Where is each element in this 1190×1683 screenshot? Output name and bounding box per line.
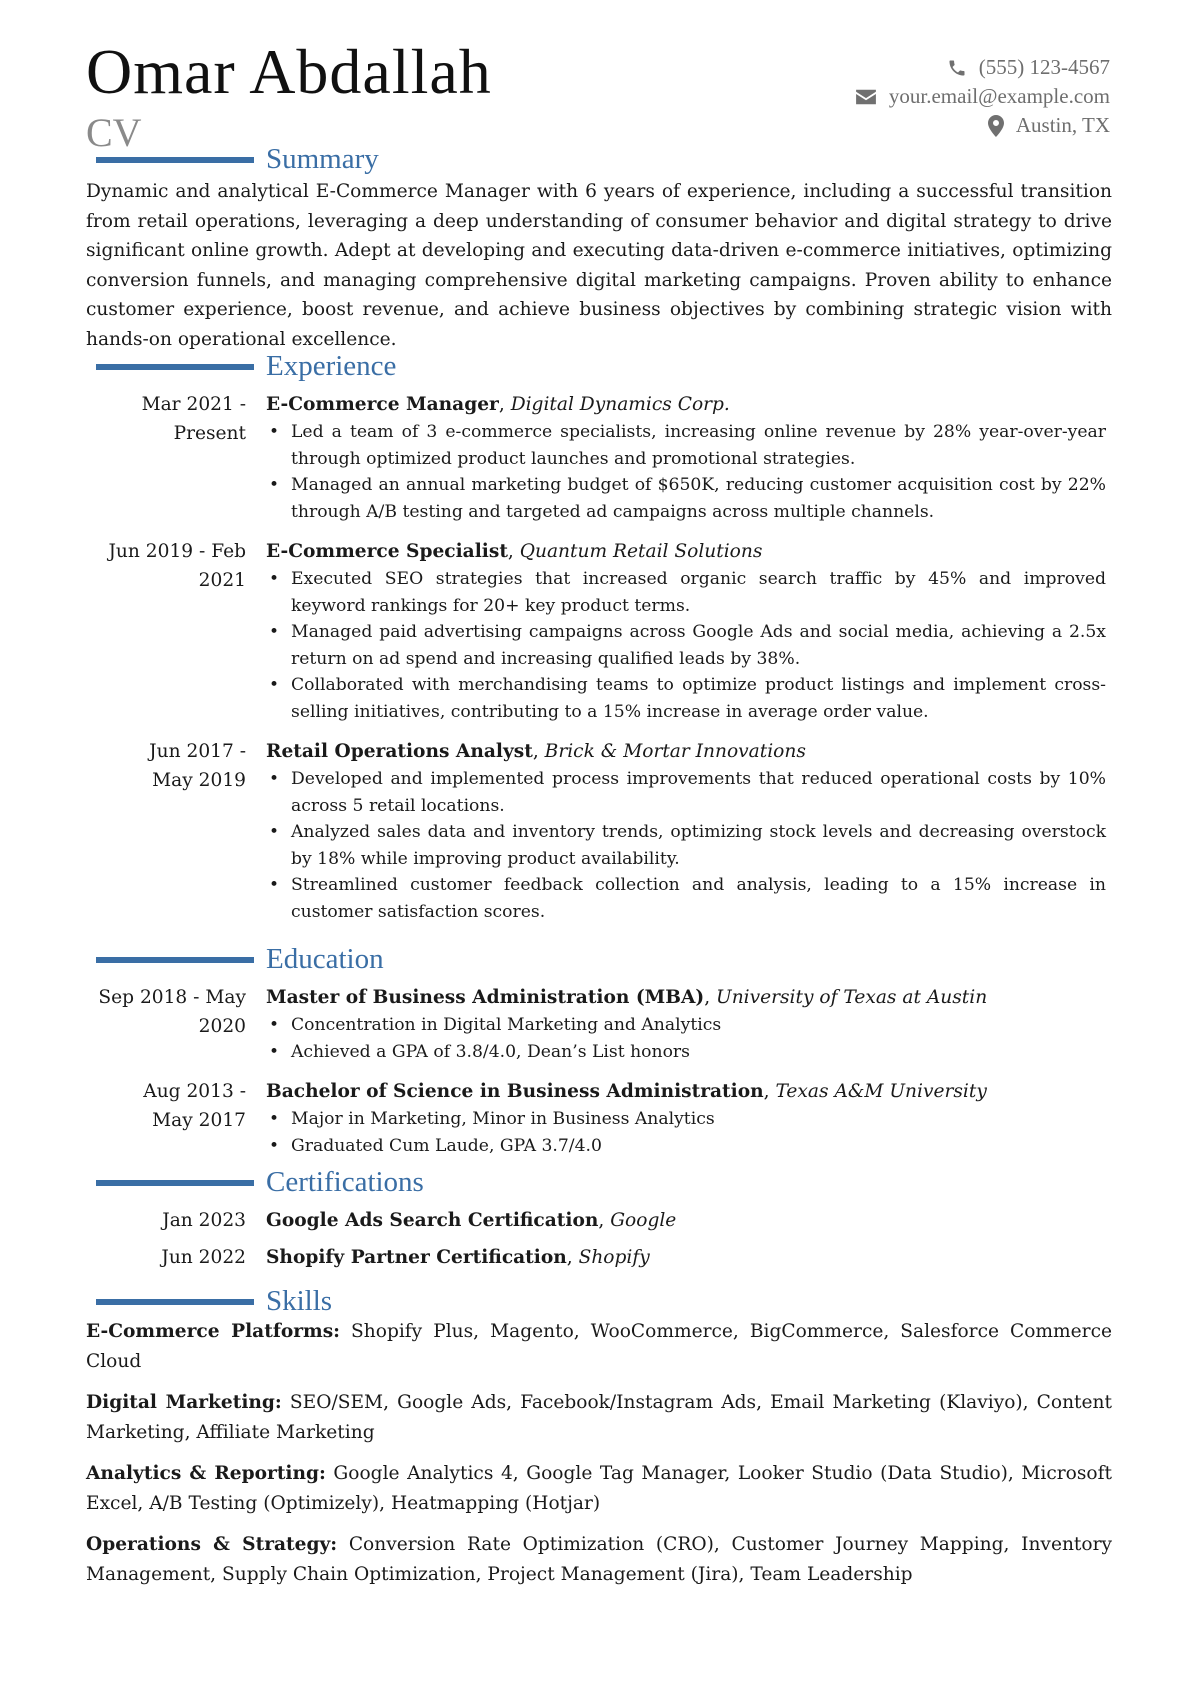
- skill-items: SEO/SEM, Google Ads, Facebook/Instagram Ads, Email Marketing (Klaviyo), Content Marketing, Affiliate Marketing: [86, 1392, 1112, 1443]
- job-title: E-Commerce Manager: [266, 394, 499, 415]
- company-name: Brick & Mortar Innovations: [544, 741, 806, 762]
- document-subtitle: CV: [86, 110, 142, 155]
- entry-date: Jun 2022: [161, 1247, 246, 1268]
- phone-icon: [947, 58, 967, 78]
- entry-body: [266, 537, 1106, 725]
- skill-label: Digital Marketing:: [86, 1392, 282, 1413]
- section-title: Education: [266, 943, 384, 975]
- skill-items: Google Analytics 4, Google Tag Manager, Looker Studio (Data Studio), Microsoft Excel, A/B Testing (Optimizely), Heatmapping (Hotjar): [86, 1463, 1112, 1514]
- skill-group: [86, 1388, 1112, 1447]
- bullet-item: • Major in Marketing, Minor in Business Analytics: [266, 1106, 1106, 1133]
- section-title: Summary: [266, 143, 379, 175]
- entry-body: [266, 983, 1106, 1065]
- bullet-item: • Led a team of 3 e-commerce specialists, increasing online revenue by 28% year-over-year through optimized product launches and promotional strategies.: [266, 419, 1106, 472]
- bullet-item: • Developed and implemented process improvements that reduced operational costs by 10% across 5 retail locations.: [266, 766, 1106, 819]
- skills-heading: [0, 1285, 1190, 1317]
- entry-date: [86, 1077, 246, 1135]
- entry-heading: Bachelor of Science in Business Administration, Texas A&M University: [266, 1081, 987, 1102]
- education-entry: [0, 1077, 1190, 1159]
- summary-heading: [0, 143, 1190, 175]
- bullet-item: • Concentration in Digital Marketing and Analytics: [266, 1012, 1106, 1039]
- degree-name: Bachelor of Science in Business Administration: [266, 1081, 764, 1102]
- date-line: May 2019: [152, 770, 246, 791]
- entry-date: [86, 737, 246, 795]
- bullet-item: • Managed paid advertising campaigns across Google Ads and social media, achieving a 2.5x return on ad spend and increasing qualified leads by 38%.: [266, 619, 1106, 672]
- entry-heading: Shopify Partner Certification, Shopify: [266, 1247, 650, 1268]
- contact-phone: [855, 53, 1110, 82]
- skill-items: Shopify Plus, Magento, WooCommerce, BigCommerce, Salesforce Commerce Cloud: [86, 1321, 1112, 1372]
- bullet-item: • Streamlined customer feedback collection and analysis, leading to a 15% increase in customer satisfaction scores.: [266, 872, 1106, 925]
- date-line: 2021: [198, 570, 246, 591]
- entry-date: Jan 2023: [162, 1210, 246, 1231]
- map-marker-icon: [988, 115, 1004, 137]
- date-line: Aug 2013 -: [143, 1081, 246, 1102]
- certification-entry: [0, 1206, 1190, 1243]
- entry-date: [86, 983, 246, 1041]
- issuer-name: Google: [610, 1210, 677, 1231]
- bullet-item: • Collaborated with merchandising teams to optimize product listings and implement cross-selling initiatives, contributing to a 15% increase in average order value.: [266, 672, 1106, 725]
- bullet-list: [266, 1106, 1106, 1159]
- certification-name: Google Ads Search Certification: [266, 1210, 599, 1231]
- date-line: Mar 2021 -: [141, 394, 246, 415]
- skills-section: [0, 1285, 1190, 1601]
- entry-body: [266, 390, 1106, 525]
- date-line: 2020: [198, 1016, 246, 1037]
- contact-block: [855, 53, 1110, 140]
- email-link[interactable]: your.email@example.com: [888, 84, 1110, 108]
- entry-heading: E-Commerce Manager, Digital Dynamics Corp.: [266, 394, 730, 415]
- skill-group: [86, 1459, 1112, 1518]
- certifications-section: [0, 1166, 1190, 1280]
- bullet-item: • Analyzed sales data and inventory trends, optimizing stock levels and decreasing overstock by 18% while improving product availability.: [266, 819, 1106, 872]
- location-text: Austin, TX: [1015, 113, 1110, 137]
- bullet-item: • Managed an annual marketing budget of $650K, reducing customer acquisition cost by 22% through A/B testing and targeted ad campaigns across multiple channels.: [266, 472, 1106, 525]
- section-title: Experience: [266, 350, 397, 382]
- experience-heading: [0, 350, 1190, 382]
- school-name: University of Texas at Austin: [716, 987, 988, 1008]
- section-accent-bar: [96, 1180, 254, 1186]
- bullet-list: [266, 1012, 1106, 1065]
- job-title: Retail Operations Analyst: [266, 741, 533, 762]
- section-accent-bar: [96, 957, 254, 963]
- section-accent-bar: [96, 364, 254, 370]
- company-name: Digital Dynamics Corp.: [510, 394, 730, 415]
- entry-heading: Google Ads Search Certification, Google: [266, 1210, 677, 1231]
- bullet-item: • Achieved a GPA of 3.8/4.0, Dean’s List honors: [266, 1039, 1106, 1066]
- job-entry: [0, 537, 1190, 725]
- issuer-name: Shopify: [578, 1247, 650, 1268]
- skill-group: [86, 1530, 1112, 1589]
- entry-body: [266, 1243, 1106, 1272]
- bullet-list: [266, 766, 1106, 925]
- school-name: Texas A&M University: [775, 1081, 987, 1102]
- date-line: May 2017: [152, 1110, 246, 1131]
- skill-items: Conversion Rate Optimization (CRO), Customer Journey Mapping, Inventory Management, Supply Chain Optimization, Project Management (Jira), Team Leadership: [86, 1534, 1112, 1585]
- education-entry: [0, 983, 1190, 1065]
- entry-date: [86, 390, 246, 448]
- skill-group: [86, 1317, 1112, 1376]
- certifications-heading: [0, 1166, 1190, 1198]
- section-accent-bar: [96, 1299, 254, 1305]
- entry-heading: Master of Business Administration (MBA), University of Texas at Austin: [266, 987, 988, 1008]
- certification-entry: [0, 1243, 1190, 1280]
- section-title: Certifications: [266, 1166, 424, 1198]
- contact-location: [855, 111, 1110, 140]
- education-section: [0, 943, 1190, 1159]
- experience-section: [0, 350, 1190, 925]
- degree-name: Master of Business Administration (MBA): [266, 987, 705, 1008]
- bullet-item: • Graduated Cum Laude, GPA 3.7/4.0: [266, 1133, 1106, 1160]
- bullet-list: [266, 419, 1106, 525]
- entry-heading: E-Commerce Specialist, Quantum Retail Solutions: [266, 541, 763, 562]
- entry-date: [86, 537, 246, 595]
- summary-section: [0, 143, 1190, 354]
- section-title: Skills: [266, 1285, 333, 1317]
- job-entry: [0, 737, 1190, 925]
- entry-body: [266, 1077, 1106, 1159]
- company-name: Quantum Retail Solutions: [519, 541, 763, 562]
- bullet-list: [266, 566, 1106, 725]
- envelope-icon: [855, 88, 877, 106]
- skill-label: Operations & Strategy:: [86, 1534, 338, 1555]
- entry-body: [266, 1206, 1106, 1235]
- date-line: Jun 2019 - Feb: [108, 541, 246, 562]
- education-heading: [0, 943, 1190, 975]
- job-entry: [0, 390, 1190, 525]
- date-line: Sep 2018 - May: [98, 987, 246, 1008]
- entry-body: [266, 737, 1106, 925]
- date-line: Jun 2017 -: [149, 741, 246, 762]
- certification-name: Shopify Partner Certification: [266, 1247, 567, 1268]
- date-line: Present: [173, 423, 246, 444]
- bullet-item: • Executed SEO strategies that increased organic search traffic by 45% and improved keyword rankings for 20+ key product terms.: [266, 566, 1106, 619]
- skill-label: Analytics & Reporting:: [86, 1463, 326, 1484]
- candidate-name: Omar Abdallah: [86, 36, 492, 107]
- contact-email: [855, 82, 1110, 111]
- summary-text: Dynamic and analytical E-Commerce Manager with 6 years of experience, including a successful transition from retail operations, leveraging a deep understanding of consumer behavior and digital strategy to drive significant online growth. Adept at developing and executing data-driven e-commerce initiatives, optimizing conversion funnels, and managing comprehensive digital marketing campaigns. Proven ability to enhance customer experience, boost revenue, and achieve business objectives by combining strategic vision with hands-on operational excellence.: [86, 181, 1112, 350]
- section-accent-bar: [96, 157, 254, 163]
- skill-label: E-Commerce Platforms:: [86, 1321, 341, 1342]
- job-title: E-Commerce Specialist: [266, 541, 508, 562]
- phone-text: (555) 123-4567: [978, 55, 1110, 79]
- entry-heading: Retail Operations Analyst, Brick & Mortar Innovations: [266, 741, 806, 762]
